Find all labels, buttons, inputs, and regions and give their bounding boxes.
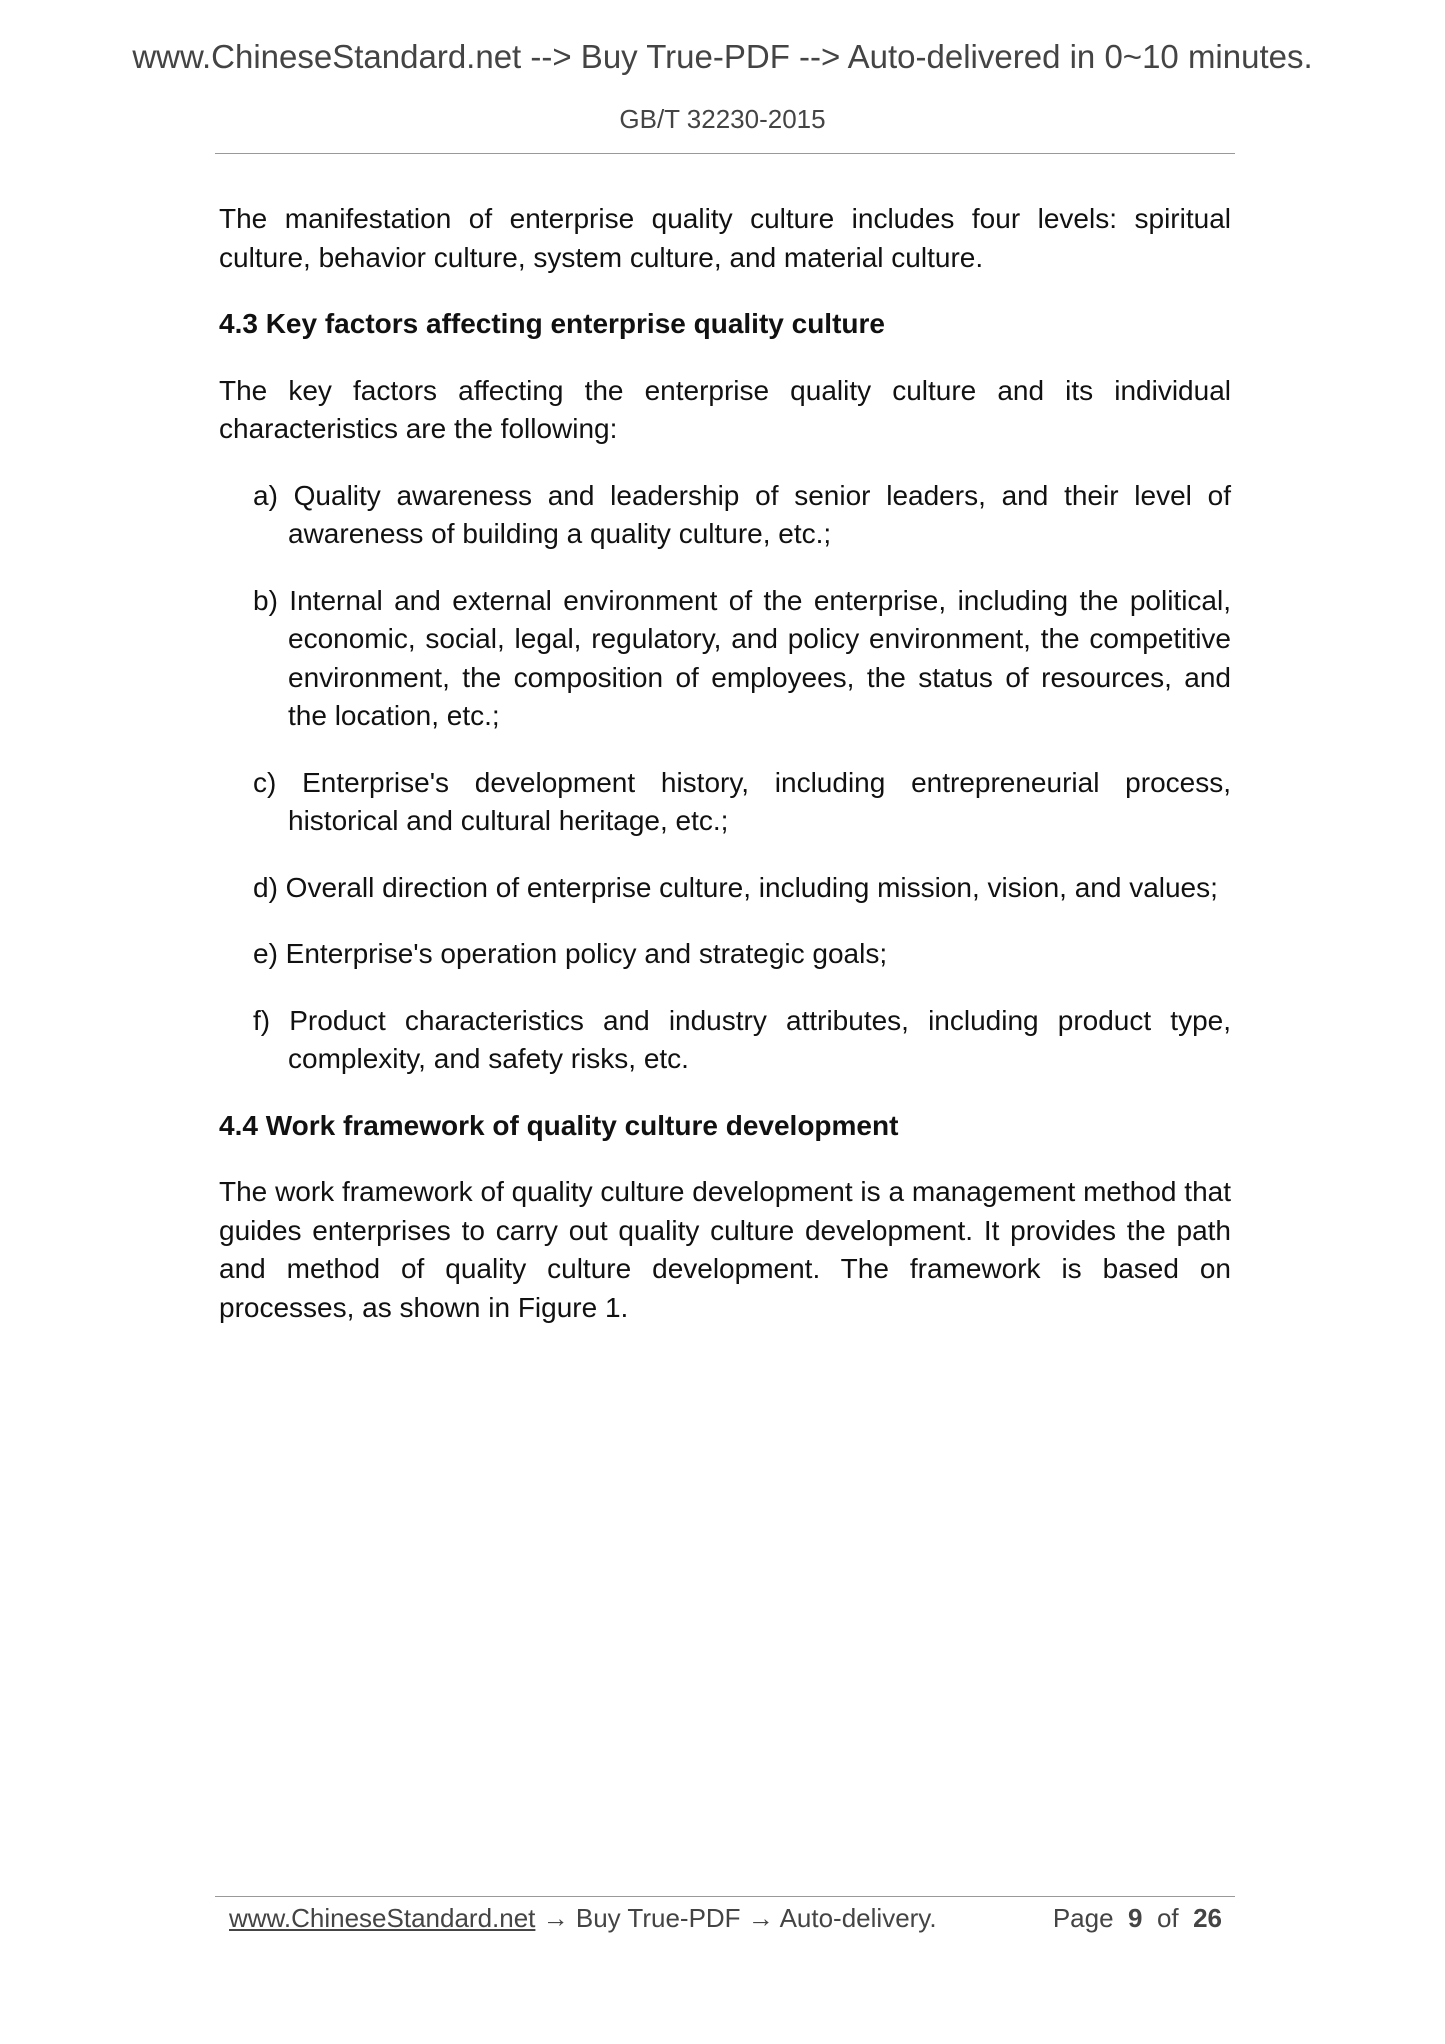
- of-label: of: [1156, 1903, 1179, 1933]
- footer-promo: [229, 1898, 937, 1938]
- section-4-3-intro: The key factors affecting the enterprise quality culture and its individual characteristics are the following:: [219, 374, 1231, 444]
- intro-paragraph: The manifestation of enterprise quality culture includes four levels: spiritual culture, behavior culture, system culture, and material culture.: [219, 203, 1231, 273]
- footer-site-link[interactable]: www.ChineseStandard.net: [229, 1903, 536, 1933]
- page-number: [1053, 1898, 1222, 1938]
- total-pages: 26: [1193, 1903, 1222, 1933]
- list-item: a) Quality awareness and leadership of senior leaders, and their level of awareness of building a quality culture, etc.;: [253, 479, 1231, 549]
- section-heading-4-4: 4.4 Work framework of quality culture development: [219, 1109, 899, 1141]
- list-item: d) Overall direction of enterprise culture, including mission, vision, and values;: [253, 871, 1218, 903]
- list-item: f) Product characteristics and industry attributes, including product type, complexity, and safety risks, etc.: [253, 1004, 1231, 1074]
- page-label: Page: [1052, 1903, 1114, 1933]
- footer-promo-text: → Buy True-PDF → Auto-delivery.: [535, 1903, 937, 1933]
- section-4-4-paragraph: The work framework of quality culture development is a management method that guides enterprises to carry out quality culture development. It provides the path and method of quality culture development. The framework is based on processes, as shown in Figure 1.: [219, 1176, 1231, 1323]
- list-item: c) Enterprise's development history, including entrepreneurial process, historical and cultural heritage, etc.;: [253, 766, 1231, 836]
- key-factors-list: [219, 477, 1231, 1079]
- footer-divider: [215, 1896, 1235, 1897]
- top-banner: www.ChineseStandard.net --> Buy True-PDF --> Auto-delivered in 0~10 minutes.: [132, 38, 1313, 75]
- header-divider: [215, 153, 1235, 154]
- page-footer: [215, 1898, 1235, 1938]
- standard-code: GB/T 32230-2015: [619, 104, 826, 134]
- list-item: e) Enterprise's operation policy and strategic goals;: [253, 938, 888, 969]
- current-page: 9: [1128, 1903, 1143, 1933]
- list-item: b) Internal and external environment of the enterprise, including the political, economic, social, legal, regulatory, and policy environment, the competitive environment, the composition of employees, the status of resources, and the location, etc.;: [253, 584, 1231, 731]
- page-content: [219, 200, 1231, 1355]
- section-heading-4-3: 4.3 Key factors affecting enterprise quality culture: [219, 308, 885, 339]
